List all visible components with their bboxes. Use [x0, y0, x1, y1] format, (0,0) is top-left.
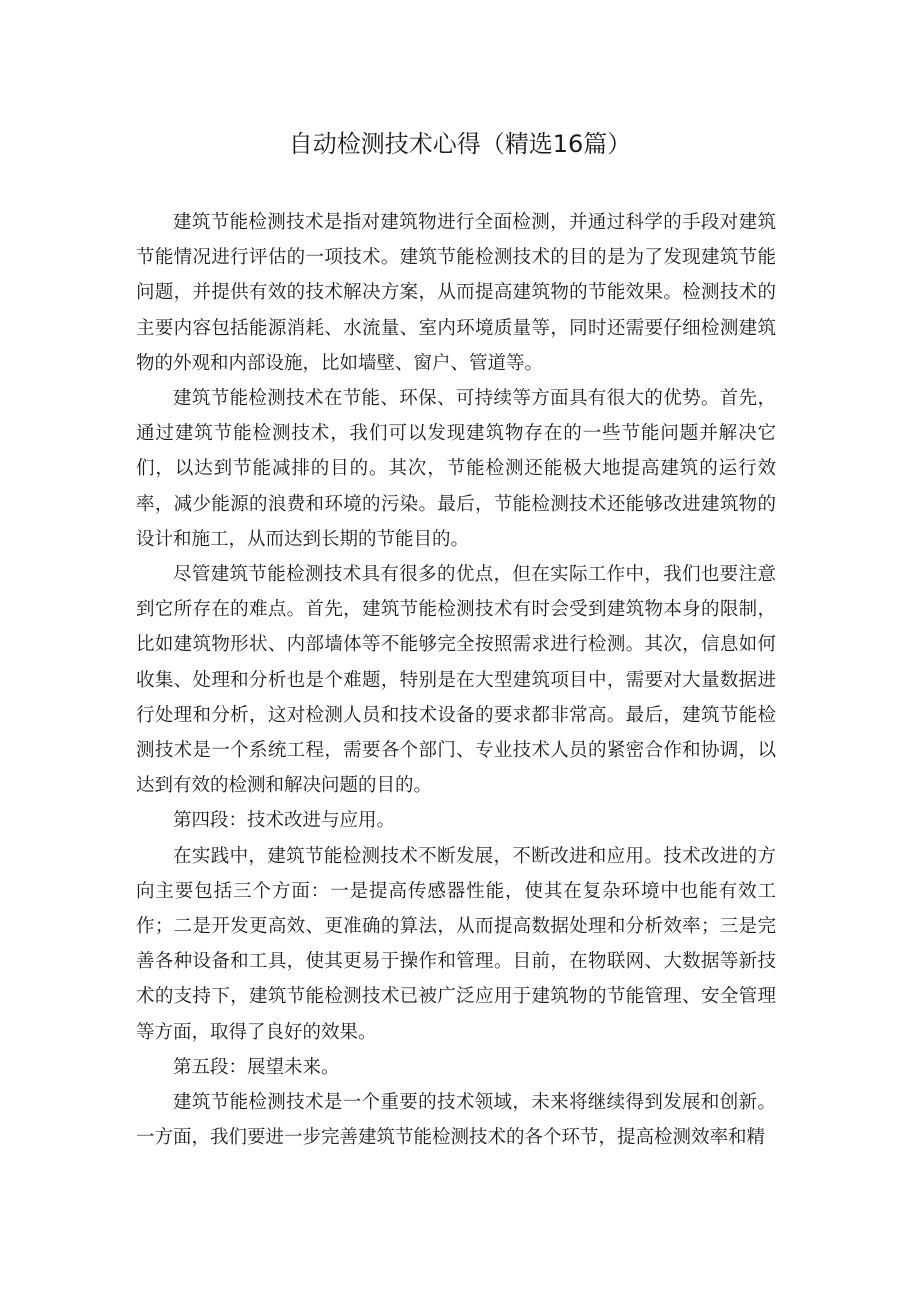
section-heading: 第五段：展望未来。	[173, 1056, 340, 1078]
paragraph: 建筑节能检测技术是指对建筑物进行全面检测，并通过科学的手段对建筑节能情况进行评估的一项技术。建筑节能检测技术的目的是为了发现建筑节能问题，并提供有效的技术解决方案，从而提高建筑物的节能效果。检测技术的主要内容包括能源消耗、水流量、室内环境质量等，同时还需要仔细检测建筑物的外观和内部设施，比如墙壁、窗户、管道等。	[136, 212, 776, 374]
paragraph: 建筑节能检测技术是一个重要的技术领域，未来将继续得到发展和创新。一方面，我们要进一步完善建筑节能检测技术的各个环节，提高检测效率和精	[136, 1092, 776, 1149]
section-heading: 第四段：技术改进与应用。	[173, 810, 396, 832]
paragraph: 在实践中，建筑节能检测技术不断发展，不断改进和应用。技术改进的方向主要包括三个方面：一是提高传感器性能，使其在复杂环境中也能有效工作；二是开发更高效、更准确的算法，从而提高数据处理和分析效率；三是完善各种设备和工具，使其更易于操作和管理。目前，在物联网、大数据等新技术的支持下，建筑节能检测技术已被广泛应用于建筑物的节能管理、安全管理等方面，取得了良好的效果。	[136, 845, 776, 1043]
document-title: 自动检测技术心得（精选16篇）	[288, 130, 632, 158]
paragraph: 建筑节能检测技术在节能、环保、可持续等方面具有很大的优势。首先，通过建筑节能检测技术，我们可以发现建筑物存在的一些节能问题并解决它们，以达到节能减排的目的。其次，节能检测还能极大地提高建筑的运行效率，减少能源的浪费和环境的污染。最后，节能检测技术还能够改进建筑物的设计和施工，从而达到长期的节能目的。	[136, 388, 776, 550]
document-body	[136, 205, 776, 1155]
paragraph: 尽管建筑节能检测技术具有很多的优点，但在实际工作中，我们也要注意到它所存在的难点。首先，建筑节能检测技术有时会受到建筑物本身的限制，比如建筑物形状、内部墙体等不能够完全按照需求进行检测。其次，信息如何收集、处理和分析也是个难题，特别是在大型建筑项目中，需要对大量数据进行处理和分析，这对检测人员和技术设备的要求都非常高。最后，建筑节能检测技术是一个系统工程，需要各个部门、专业技术人员的紧密合作和协调，以达到有效的检测和解决问题的目的。	[136, 564, 776, 797]
